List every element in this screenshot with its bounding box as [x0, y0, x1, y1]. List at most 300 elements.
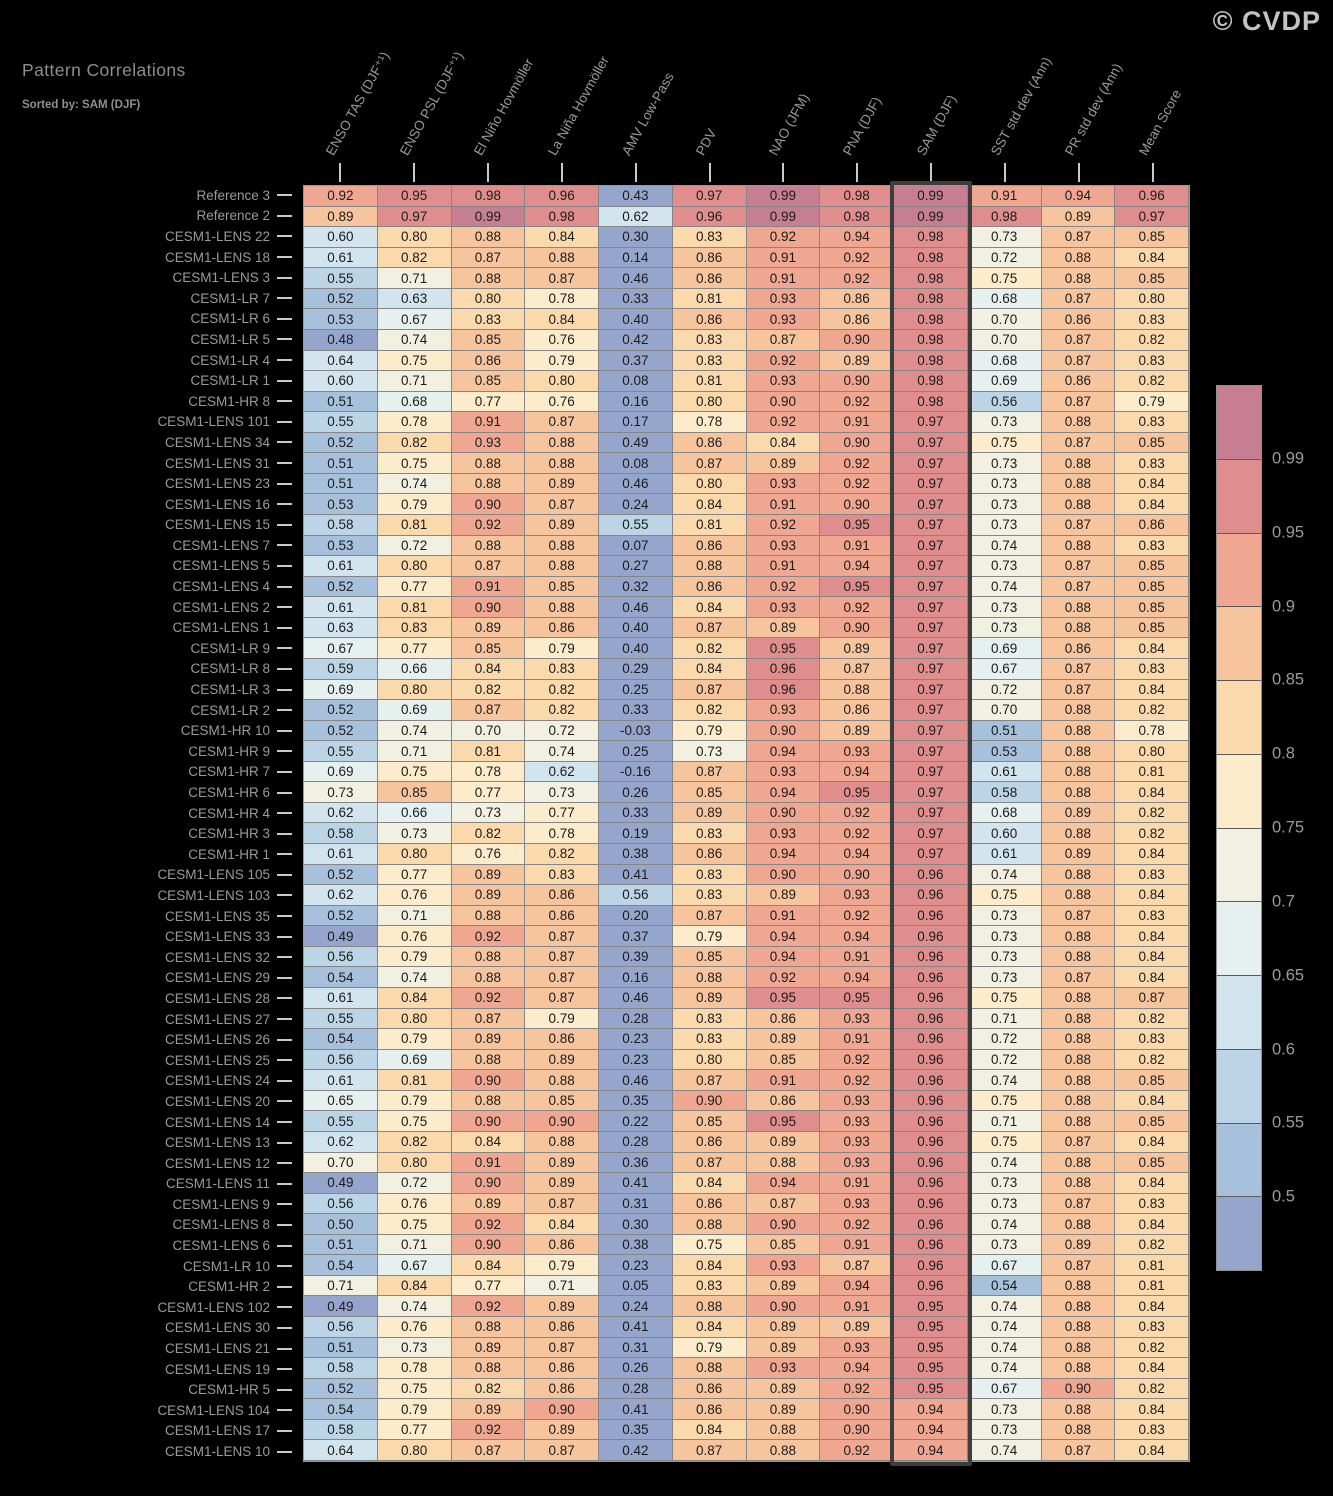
correlation-cell: 0.56 — [304, 1050, 378, 1071]
correlation-cell: 0.93 — [747, 700, 821, 721]
correlation-cell: 0.25 — [599, 741, 673, 762]
correlation-cell: 0.96 — [747, 680, 821, 701]
correlation-cell: 0.89 — [820, 638, 894, 659]
correlation-cell: 0.84 — [673, 1420, 747, 1441]
correlation-cell: 0.84 — [378, 1276, 452, 1297]
row-label-text: CESM1-LR 3 — [190, 682, 270, 698]
correlation-cell: 0.83 — [673, 865, 747, 886]
correlation-cell: 0.52 — [304, 577, 378, 598]
row-label-text: CESM1-LENS 31 — [164, 455, 270, 471]
correlation-cell: 0.88 — [525, 1070, 599, 1091]
row-label — [0, 926, 292, 947]
correlation-cell: 0.72 — [378, 1173, 452, 1194]
correlation-cell: 0.37 — [599, 351, 673, 372]
row-label — [0, 597, 292, 618]
row-label-text: CESM1-LENS 1 — [172, 620, 270, 636]
row-label — [0, 720, 292, 741]
correlation-cell: 0.93 — [820, 1153, 894, 1174]
correlation-cell: 0.91 — [820, 947, 894, 968]
correlation-cell: 0.73 — [304, 782, 378, 803]
correlation-cell: 0.79 — [378, 494, 452, 515]
correlation-cell: 0.90 — [525, 1399, 599, 1420]
row-label-text: CESM1-LENS 103 — [157, 887, 270, 903]
correlation-cell: 0.83 — [673, 1276, 747, 1297]
correlation-cell: 0.93 — [747, 823, 821, 844]
correlation-cell: 0.92 — [820, 1050, 894, 1071]
correlation-cell: 0.82 — [1115, 1009, 1189, 1030]
correlation-cell: 0.88 — [1042, 1029, 1116, 1050]
correlation-cell: 0.85 — [673, 1111, 747, 1132]
row-label-text: CESM1-LR 2 — [190, 702, 270, 718]
correlation-cell: 0.64 — [304, 1440, 378, 1461]
correlation-cell: 0.87 — [1042, 351, 1116, 372]
correlation-cell: 0.86 — [673, 844, 747, 865]
correlation-cell: 0.40 — [599, 309, 673, 330]
correlation-cell: 0.74 — [968, 536, 1042, 557]
row-label — [0, 741, 292, 762]
correlation-cell: 0.88 — [452, 906, 526, 927]
correlation-cell: 0.86 — [525, 1029, 599, 1050]
correlation-cell: 0.86 — [452, 351, 526, 372]
correlation-cell: 0.85 — [673, 782, 747, 803]
row-label-text: CESM1-LR 1 — [190, 373, 270, 389]
colorbar-segment — [1217, 386, 1261, 459]
correlation-cell: 0.95 — [747, 1111, 821, 1132]
correlation-cell: 0.87 — [1042, 659, 1116, 680]
correlation-cell: 0.74 — [378, 330, 452, 351]
correlation-cell: 0.75 — [968, 268, 1042, 289]
correlation-cell: 0.89 — [452, 865, 526, 886]
correlation-cell: 0.87 — [1042, 906, 1116, 927]
correlation-cell: 0.98 — [894, 371, 968, 392]
correlation-cell: 0.83 — [1115, 1029, 1189, 1050]
correlation-cell: 0.46 — [599, 268, 673, 289]
correlation-cell: 0.81 — [1115, 762, 1189, 783]
correlation-cell: 0.88 — [525, 536, 599, 557]
correlation-cell: 0.88 — [1042, 1420, 1116, 1441]
correlation-cell: 0.77 — [378, 577, 452, 598]
correlation-cell: 0.85 — [1115, 227, 1189, 248]
row-label — [0, 350, 292, 371]
correlation-cell: 0.74 — [378, 474, 452, 495]
correlation-cell: 0.90 — [820, 865, 894, 886]
row-tick — [277, 833, 292, 835]
row-label — [0, 1441, 292, 1462]
correlation-cell: 0.97 — [894, 700, 968, 721]
correlation-cell: 0.88 — [673, 556, 747, 577]
correlation-cell: 0.90 — [525, 1111, 599, 1132]
row-label-text: CESM1-LENS 13 — [164, 1135, 270, 1151]
row-tick — [277, 462, 292, 464]
correlation-cell: 0.88 — [1042, 988, 1116, 1009]
correlation-cell: 0.58 — [304, 515, 378, 536]
correlation-cell: 0.61 — [968, 762, 1042, 783]
correlation-cell: 0.91 — [820, 1235, 894, 1256]
correlation-cell: 0.49 — [304, 926, 378, 947]
correlation-cell: 0.98 — [894, 248, 968, 269]
correlation-cell: 0.94 — [894, 1440, 968, 1461]
correlation-cell: 0.92 — [820, 1214, 894, 1235]
correlation-cell: 0.49 — [304, 1296, 378, 1317]
correlation-cell: 0.64 — [304, 351, 378, 372]
correlation-cell: 0.75 — [378, 762, 452, 783]
correlation-cell: 0.55 — [599, 515, 673, 536]
correlation-cell: 0.73 — [673, 741, 747, 762]
correlation-cell: 0.93 — [747, 762, 821, 783]
row-tick — [277, 936, 292, 938]
correlation-cell: 0.83 — [1115, 1194, 1189, 1215]
correlation-cell: 0.73 — [968, 597, 1042, 618]
correlation-cell: 0.69 — [968, 638, 1042, 659]
correlation-cell: 0.86 — [673, 248, 747, 269]
row-label — [0, 659, 292, 680]
correlation-cell: 0.95 — [820, 515, 894, 536]
row-label — [0, 968, 292, 989]
correlation-cell: 0.26 — [599, 782, 673, 803]
row-tick — [277, 400, 292, 402]
correlation-cell: 0.78 — [525, 289, 599, 310]
row-labels — [0, 185, 292, 1462]
row-tick — [277, 1430, 292, 1432]
row-label-text: CESM1-LR 6 — [190, 311, 270, 327]
correlation-cell: 0.87 — [673, 1070, 747, 1091]
correlation-cell: 0.87 — [525, 1194, 599, 1215]
colorbar-tick-label: 0.55 — [1272, 1113, 1305, 1132]
correlation-cell: 0.73 — [452, 803, 526, 824]
correlation-cell: 0.85 — [673, 947, 747, 968]
correlation-cell: 0.92 — [747, 577, 821, 598]
correlation-cell: 0.31 — [599, 1194, 673, 1215]
correlation-cell: 0.79 — [525, 1255, 599, 1276]
correlation-cell: 0.92 — [747, 515, 821, 536]
row-label — [0, 1235, 292, 1256]
correlation-cell: 0.89 — [525, 1050, 599, 1071]
row-tick — [277, 421, 292, 423]
correlation-cell: 0.84 — [1115, 1173, 1189, 1194]
correlation-cell: 0.92 — [747, 227, 821, 248]
correlation-cell: 0.92 — [820, 248, 894, 269]
row-label — [0, 535, 292, 556]
correlation-cell: 0.93 — [747, 597, 821, 618]
correlation-cell: 0.90 — [452, 494, 526, 515]
correlation-cell: 0.87 — [525, 967, 599, 988]
correlation-cell: 0.88 — [673, 967, 747, 988]
correlation-cell: 0.92 — [820, 474, 894, 495]
correlation-cell: 0.86 — [673, 1132, 747, 1153]
row-label — [0, 206, 292, 227]
correlation-cell: 0.87 — [673, 906, 747, 927]
correlation-cell: 0.74 — [968, 1214, 1042, 1235]
correlation-cell: 0.74 — [968, 865, 1042, 886]
correlation-cell: 0.08 — [599, 371, 673, 392]
correlation-cell: 0.73 — [968, 1420, 1042, 1441]
correlation-cell: 0.86 — [673, 1399, 747, 1420]
row-label-text: CESM1-LENS 30 — [164, 1320, 270, 1336]
correlation-cell: 0.96 — [894, 1009, 968, 1030]
column-header: ENSO PSL (DJF⁺¹) — [396, 49, 467, 159]
correlation-cell: 0.88 — [525, 453, 599, 474]
correlation-cell: 0.91 — [820, 1173, 894, 1194]
column-header: SST std dev (Ann) — [988, 54, 1055, 158]
row-tick — [277, 1100, 292, 1102]
correlation-cell: 0.89 — [747, 1317, 821, 1338]
correlation-cell: 0.82 — [452, 1379, 526, 1400]
correlation-cell: 0.93 — [452, 433, 526, 454]
correlation-cell: 0.92 — [304, 186, 378, 207]
correlation-cell: 0.97 — [894, 494, 968, 515]
correlation-cell: 0.79 — [673, 926, 747, 947]
correlation-cell: 0.93 — [747, 474, 821, 495]
correlation-cell: 0.86 — [820, 700, 894, 721]
correlation-cell: 0.70 — [968, 309, 1042, 330]
correlation-cell: 0.96 — [894, 1050, 968, 1071]
correlation-cell: 0.89 — [1042, 803, 1116, 824]
correlation-cell: 0.84 — [452, 1255, 526, 1276]
row-tick — [277, 771, 292, 773]
correlation-cell: 0.89 — [1042, 844, 1116, 865]
correlation-cell: 0.88 — [525, 433, 599, 454]
correlation-cell: 0.87 — [747, 1194, 821, 1215]
column-tick — [413, 163, 415, 182]
row-label — [0, 844, 292, 865]
correlation-cell: 0.62 — [599, 207, 673, 228]
correlation-cell: 0.87 — [1042, 392, 1116, 413]
correlation-cell: 0.85 — [452, 638, 526, 659]
row-tick — [277, 544, 292, 546]
correlation-cell: 0.41 — [599, 1317, 673, 1338]
correlation-cell: 0.85 — [747, 1050, 821, 1071]
correlation-cell: 0.98 — [820, 186, 894, 207]
correlation-cell: 0.72 — [968, 248, 1042, 269]
colorbar-segment — [1217, 901, 1261, 975]
correlation-cell: 0.30 — [599, 1214, 673, 1235]
correlation-cell: 0.87 — [1042, 967, 1116, 988]
correlation-cell: 0.94 — [820, 556, 894, 577]
correlation-cell: 0.66 — [378, 803, 452, 824]
row-label-text: CESM1-HR 2 — [188, 1279, 270, 1295]
column-tick — [1152, 163, 1154, 182]
correlation-cell: 0.82 — [525, 844, 599, 865]
correlation-cell: 0.90 — [452, 1070, 526, 1091]
correlation-cell: 0.38 — [599, 1235, 673, 1256]
correlation-cell: 0.83 — [673, 1009, 747, 1030]
correlation-cell: 0.84 — [1115, 782, 1189, 803]
correlation-cell: 0.87 — [525, 412, 599, 433]
column-tick — [561, 163, 563, 182]
correlation-cell: 0.89 — [820, 721, 894, 742]
correlation-cell: 0.87 — [820, 659, 894, 680]
correlation-cell: 0.96 — [673, 207, 747, 228]
correlation-cell: 0.96 — [894, 906, 968, 927]
correlation-cell: 0.38 — [599, 844, 673, 865]
correlation-cell: 0.96 — [894, 1111, 968, 1132]
colorbar-tick-label: 0.75 — [1272, 818, 1305, 837]
correlation-cell: 0.56 — [304, 947, 378, 968]
correlation-cell: 0.40 — [599, 638, 673, 659]
correlation-cell: 0.88 — [1042, 1050, 1116, 1071]
correlation-cell: 0.61 — [304, 597, 378, 618]
correlation-cell: 0.80 — [378, 227, 452, 248]
correlation-heatmap — [303, 185, 1190, 1462]
correlation-cell: 0.92 — [820, 1379, 894, 1400]
correlation-cell: 0.83 — [1115, 309, 1189, 330]
row-tick — [277, 338, 292, 340]
row-label-text: CESM1-LR 4 — [190, 352, 270, 368]
correlation-cell: 0.75 — [968, 433, 1042, 454]
correlation-cell: 0.92 — [452, 926, 526, 947]
correlation-cell: 0.80 — [378, 556, 452, 577]
row-label-text: CESM1-HR 9 — [188, 743, 270, 759]
colorbar-tick-label: 0.99 — [1272, 449, 1305, 468]
correlation-cell: 0.95 — [894, 1317, 968, 1338]
correlation-cell: 0.89 — [525, 1173, 599, 1194]
correlation-cell: 0.96 — [894, 1214, 968, 1235]
correlation-cell: 0.85 — [747, 1235, 821, 1256]
row-tick — [277, 956, 292, 958]
correlation-cell: 0.87 — [525, 926, 599, 947]
correlation-cell: 0.84 — [673, 1173, 747, 1194]
row-tick — [277, 1368, 292, 1370]
correlation-cell: 0.88 — [452, 967, 526, 988]
row-label-text: CESM1-HR 3 — [188, 826, 270, 842]
correlation-cell: 0.46 — [599, 988, 673, 1009]
correlation-cell: 0.91 — [820, 412, 894, 433]
correlation-cell: 0.80 — [378, 680, 452, 701]
row-tick — [277, 1409, 292, 1411]
correlation-cell: 0.60 — [968, 823, 1042, 844]
correlation-cell: 0.73 — [968, 494, 1042, 515]
correlation-cell: 0.95 — [894, 1379, 968, 1400]
correlation-cell: 0.74 — [968, 1153, 1042, 1174]
correlation-cell: 0.97 — [894, 412, 968, 433]
row-label — [0, 1091, 292, 1112]
row-label — [0, 1050, 292, 1071]
correlation-cell: 0.96 — [894, 1153, 968, 1174]
correlation-cell: 0.92 — [820, 803, 894, 824]
correlation-cell: 0.93 — [747, 536, 821, 557]
correlation-cell: 0.89 — [1042, 207, 1116, 228]
correlation-cell: 0.76 — [378, 885, 452, 906]
correlation-cell: 0.70 — [968, 330, 1042, 351]
correlation-cell: 0.91 — [820, 1296, 894, 1317]
correlation-cell: 0.85 — [1115, 618, 1189, 639]
correlation-cell: 0.56 — [304, 1194, 378, 1215]
row-tick — [277, 1224, 292, 1226]
correlation-cell: 0.91 — [747, 268, 821, 289]
correlation-cell: 0.53 — [304, 309, 378, 330]
correlation-cell: 0.16 — [599, 392, 673, 413]
row-label-text: CESM1-LENS 104 — [157, 1402, 270, 1418]
row-tick — [277, 586, 292, 588]
correlation-cell: 0.75 — [968, 988, 1042, 1009]
row-tick — [277, 1080, 292, 1082]
correlation-cell: 0.78 — [452, 762, 526, 783]
correlation-cell: 0.83 — [673, 227, 747, 248]
correlation-cell: 0.07 — [599, 536, 673, 557]
correlation-cell: 0.88 — [1042, 1009, 1116, 1030]
correlation-cell: 0.90 — [820, 1399, 894, 1420]
correlation-cell: 0.28 — [599, 1379, 673, 1400]
row-tick — [277, 215, 292, 217]
row-tick — [277, 1121, 292, 1123]
correlation-cell: 0.79 — [378, 947, 452, 968]
correlation-cell: 0.71 — [525, 1276, 599, 1297]
correlation-cell: 0.97 — [894, 618, 968, 639]
row-label — [0, 906, 292, 927]
correlation-cell: 0.88 — [452, 536, 526, 557]
correlation-cell: 0.75 — [673, 1235, 747, 1256]
correlation-cell: 0.71 — [378, 371, 452, 392]
correlation-cell: 0.94 — [820, 762, 894, 783]
correlation-cell: 0.52 — [304, 1379, 378, 1400]
correlation-cell: 0.71 — [968, 1111, 1042, 1132]
correlation-cell: 0.60 — [304, 371, 378, 392]
correlation-cell: 0.76 — [378, 926, 452, 947]
correlation-cell: 0.82 — [378, 248, 452, 269]
correlation-cell: 0.89 — [452, 1194, 526, 1215]
correlation-cell: 0.54 — [304, 1029, 378, 1050]
row-label — [0, 1297, 292, 1318]
row-label — [0, 288, 292, 309]
correlation-cell: 0.92 — [747, 351, 821, 372]
row-label — [0, 391, 292, 412]
correlation-cell: 0.73 — [378, 823, 452, 844]
colorbar-segment — [1217, 533, 1261, 607]
correlation-cell: 0.97 — [894, 721, 968, 742]
correlation-cell: 0.83 — [673, 330, 747, 351]
correlation-cell: 0.86 — [747, 1091, 821, 1112]
correlation-cell: 0.88 — [1042, 762, 1116, 783]
row-tick — [277, 750, 292, 752]
correlation-cell: 0.80 — [452, 289, 526, 310]
row-tick — [277, 1245, 292, 1247]
row-label-text: CESM1-LENS 27 — [164, 1011, 270, 1027]
row-label-text: CESM1-LENS 6 — [172, 1238, 270, 1254]
correlation-cell: 0.61 — [304, 844, 378, 865]
row-label-text: CESM1-HR 4 — [188, 805, 270, 821]
correlation-cell: 0.99 — [894, 186, 968, 207]
correlation-cell: 0.90 — [820, 618, 894, 639]
correlation-cell: 0.97 — [673, 186, 747, 207]
correlation-cell: 0.71 — [378, 906, 452, 927]
correlation-cell: 0.54 — [304, 1399, 378, 1420]
column-tick — [487, 163, 489, 182]
correlation-cell: 0.70 — [968, 700, 1042, 721]
correlation-cell: 0.79 — [525, 1009, 599, 1030]
correlation-cell: 0.43 — [599, 186, 673, 207]
row-tick — [277, 503, 292, 505]
correlation-cell: 0.80 — [378, 1153, 452, 1174]
correlation-cell: 0.97 — [894, 433, 968, 454]
correlation-cell: 0.85 — [1115, 597, 1189, 618]
correlation-cell: 0.97 — [894, 453, 968, 474]
row-label — [0, 515, 292, 536]
correlation-cell: 0.93 — [820, 885, 894, 906]
correlation-cell: 0.96 — [894, 1091, 968, 1112]
correlation-cell: 0.40 — [599, 618, 673, 639]
correlation-cell: 0.89 — [747, 618, 821, 639]
column-tick — [1078, 163, 1080, 182]
correlation-cell: 0.56 — [599, 885, 673, 906]
row-tick — [277, 915, 292, 917]
correlation-cell: 0.75 — [378, 1214, 452, 1235]
row-label-text: CESM1-HR 8 — [188, 393, 270, 409]
correlation-cell: 0.52 — [304, 721, 378, 742]
row-label — [0, 185, 292, 206]
correlation-cell: 0.88 — [1042, 1111, 1116, 1132]
row-label-text: CESM1-LENS 19 — [164, 1361, 270, 1377]
row-label-text: CESM1-LENS 16 — [164, 496, 270, 512]
